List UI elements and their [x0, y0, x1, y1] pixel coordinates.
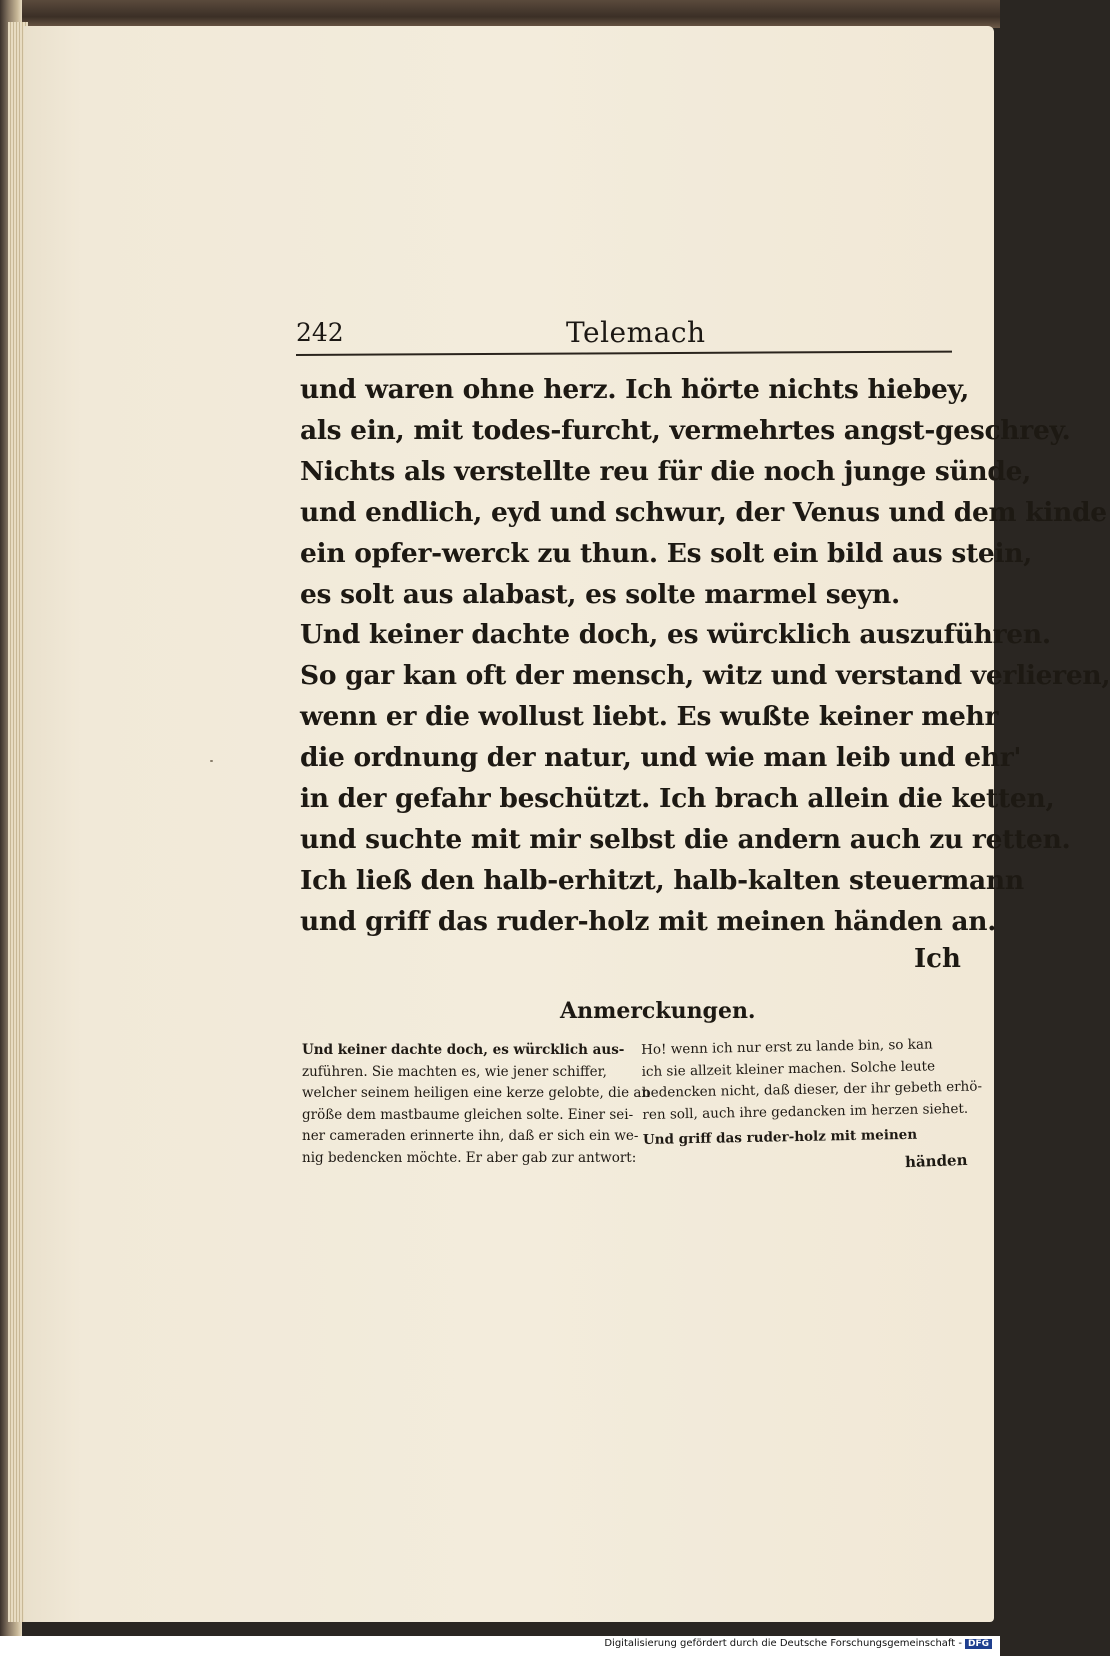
note-line: Ho! wenn ich nur erst zu lande bin, so kan — [641, 1036, 933, 1058]
verse-line: Und keiner dachte doch, es würcklich auszuführen. — [300, 619, 1051, 651]
credit-text: Digitalisierung gefördert durch die Deutsche Forschungsgemeinschaft - — [604, 1638, 962, 1649]
verse-line: und griff das ruder-holz mit meinen händen an. — [300, 905, 997, 937]
verse-line: als ein, mit todes-furcht, vermehrtes angst-geschrey. — [300, 414, 1071, 446]
verse-line: und endlich, eyd und schwur, der Venus und dem kinde — [300, 496, 1107, 528]
note-line: größe dem mastbaume gleichen solte. Einer sei- — [302, 1106, 634, 1123]
catchword: Ich — [914, 944, 961, 974]
notes-catchword: händen — [904, 1150, 968, 1172]
verse-line: die ordnung der natur, und wie man leib und ehr' — [300, 742, 1022, 774]
note-line: nig bedencken möchte. Er aber gab zur antwort: — [302, 1149, 637, 1166]
verse-line: und suchte mit mir selbst die andern auch zu retten. — [300, 823, 1071, 855]
notes-heading: Anmerckungen. — [560, 998, 756, 1024]
note-line: zuführen. Sie machten es, wie jener schiffer, — [302, 1063, 607, 1080]
note-line: ich sie allzeit kleiner machen. Solche leute — [641, 1057, 936, 1080]
verse-line: Ich ließ den halb-erhitzt, halb-kalten steuermann — [300, 864, 1024, 896]
page-number: 242 — [296, 318, 344, 347]
dfg-logo: DFG — [965, 1639, 992, 1649]
note-line: ner cameraden erinnerte ihn, daß er sich ein we- — [302, 1128, 639, 1144]
verse-line: ein opfer-werck zu thun. Es solt ein bild aus stein, — [300, 537, 1033, 569]
verse-line: und waren ohne herz. Ich hörte nichts hiebey, — [300, 374, 970, 405]
verse-line: So gar kan oft der mensch, witz und verstand verlieren, — [300, 660, 1110, 692]
digitization-credit — [604, 1638, 992, 1649]
note-line: ren soll, auch ihre gedancken im herzen siehet. — [642, 1100, 969, 1123]
note-line: welcher seinem heiligen eine kerze gelobte, die an — [302, 1085, 651, 1101]
verse-block — [300, 370, 1110, 943]
note-line: bedencken nicht, daß dieser, der ihr gebeth erhö- — [641, 1078, 983, 1101]
notes-column-right — [641, 1034, 983, 1152]
verse-line: in der gefahr beschützt. Ich brach allein die ketten, — [300, 783, 1055, 815]
running-title: Telemach — [566, 316, 706, 349]
verse-line: Nichts als verstellte reu für die noch junge sünde, — [300, 455, 1032, 487]
page-header — [296, 318, 954, 358]
verse-line: es solt aus alabast, es solte marmel seyn. — [300, 578, 900, 610]
paper-speck — [210, 760, 213, 762]
note-lemma: Und keiner dachte doch, es würcklich aus- — [302, 1042, 625, 1058]
notes-column-left — [302, 1040, 651, 1169]
book-top-edge — [0, 0, 1000, 28]
verse-line: wenn er die wollust liebt. Es wußte keiner mehr — [300, 701, 999, 733]
header-rule — [296, 351, 952, 356]
note-lemma: Und griff das ruder-holz mit meinen — [642, 1126, 918, 1148]
